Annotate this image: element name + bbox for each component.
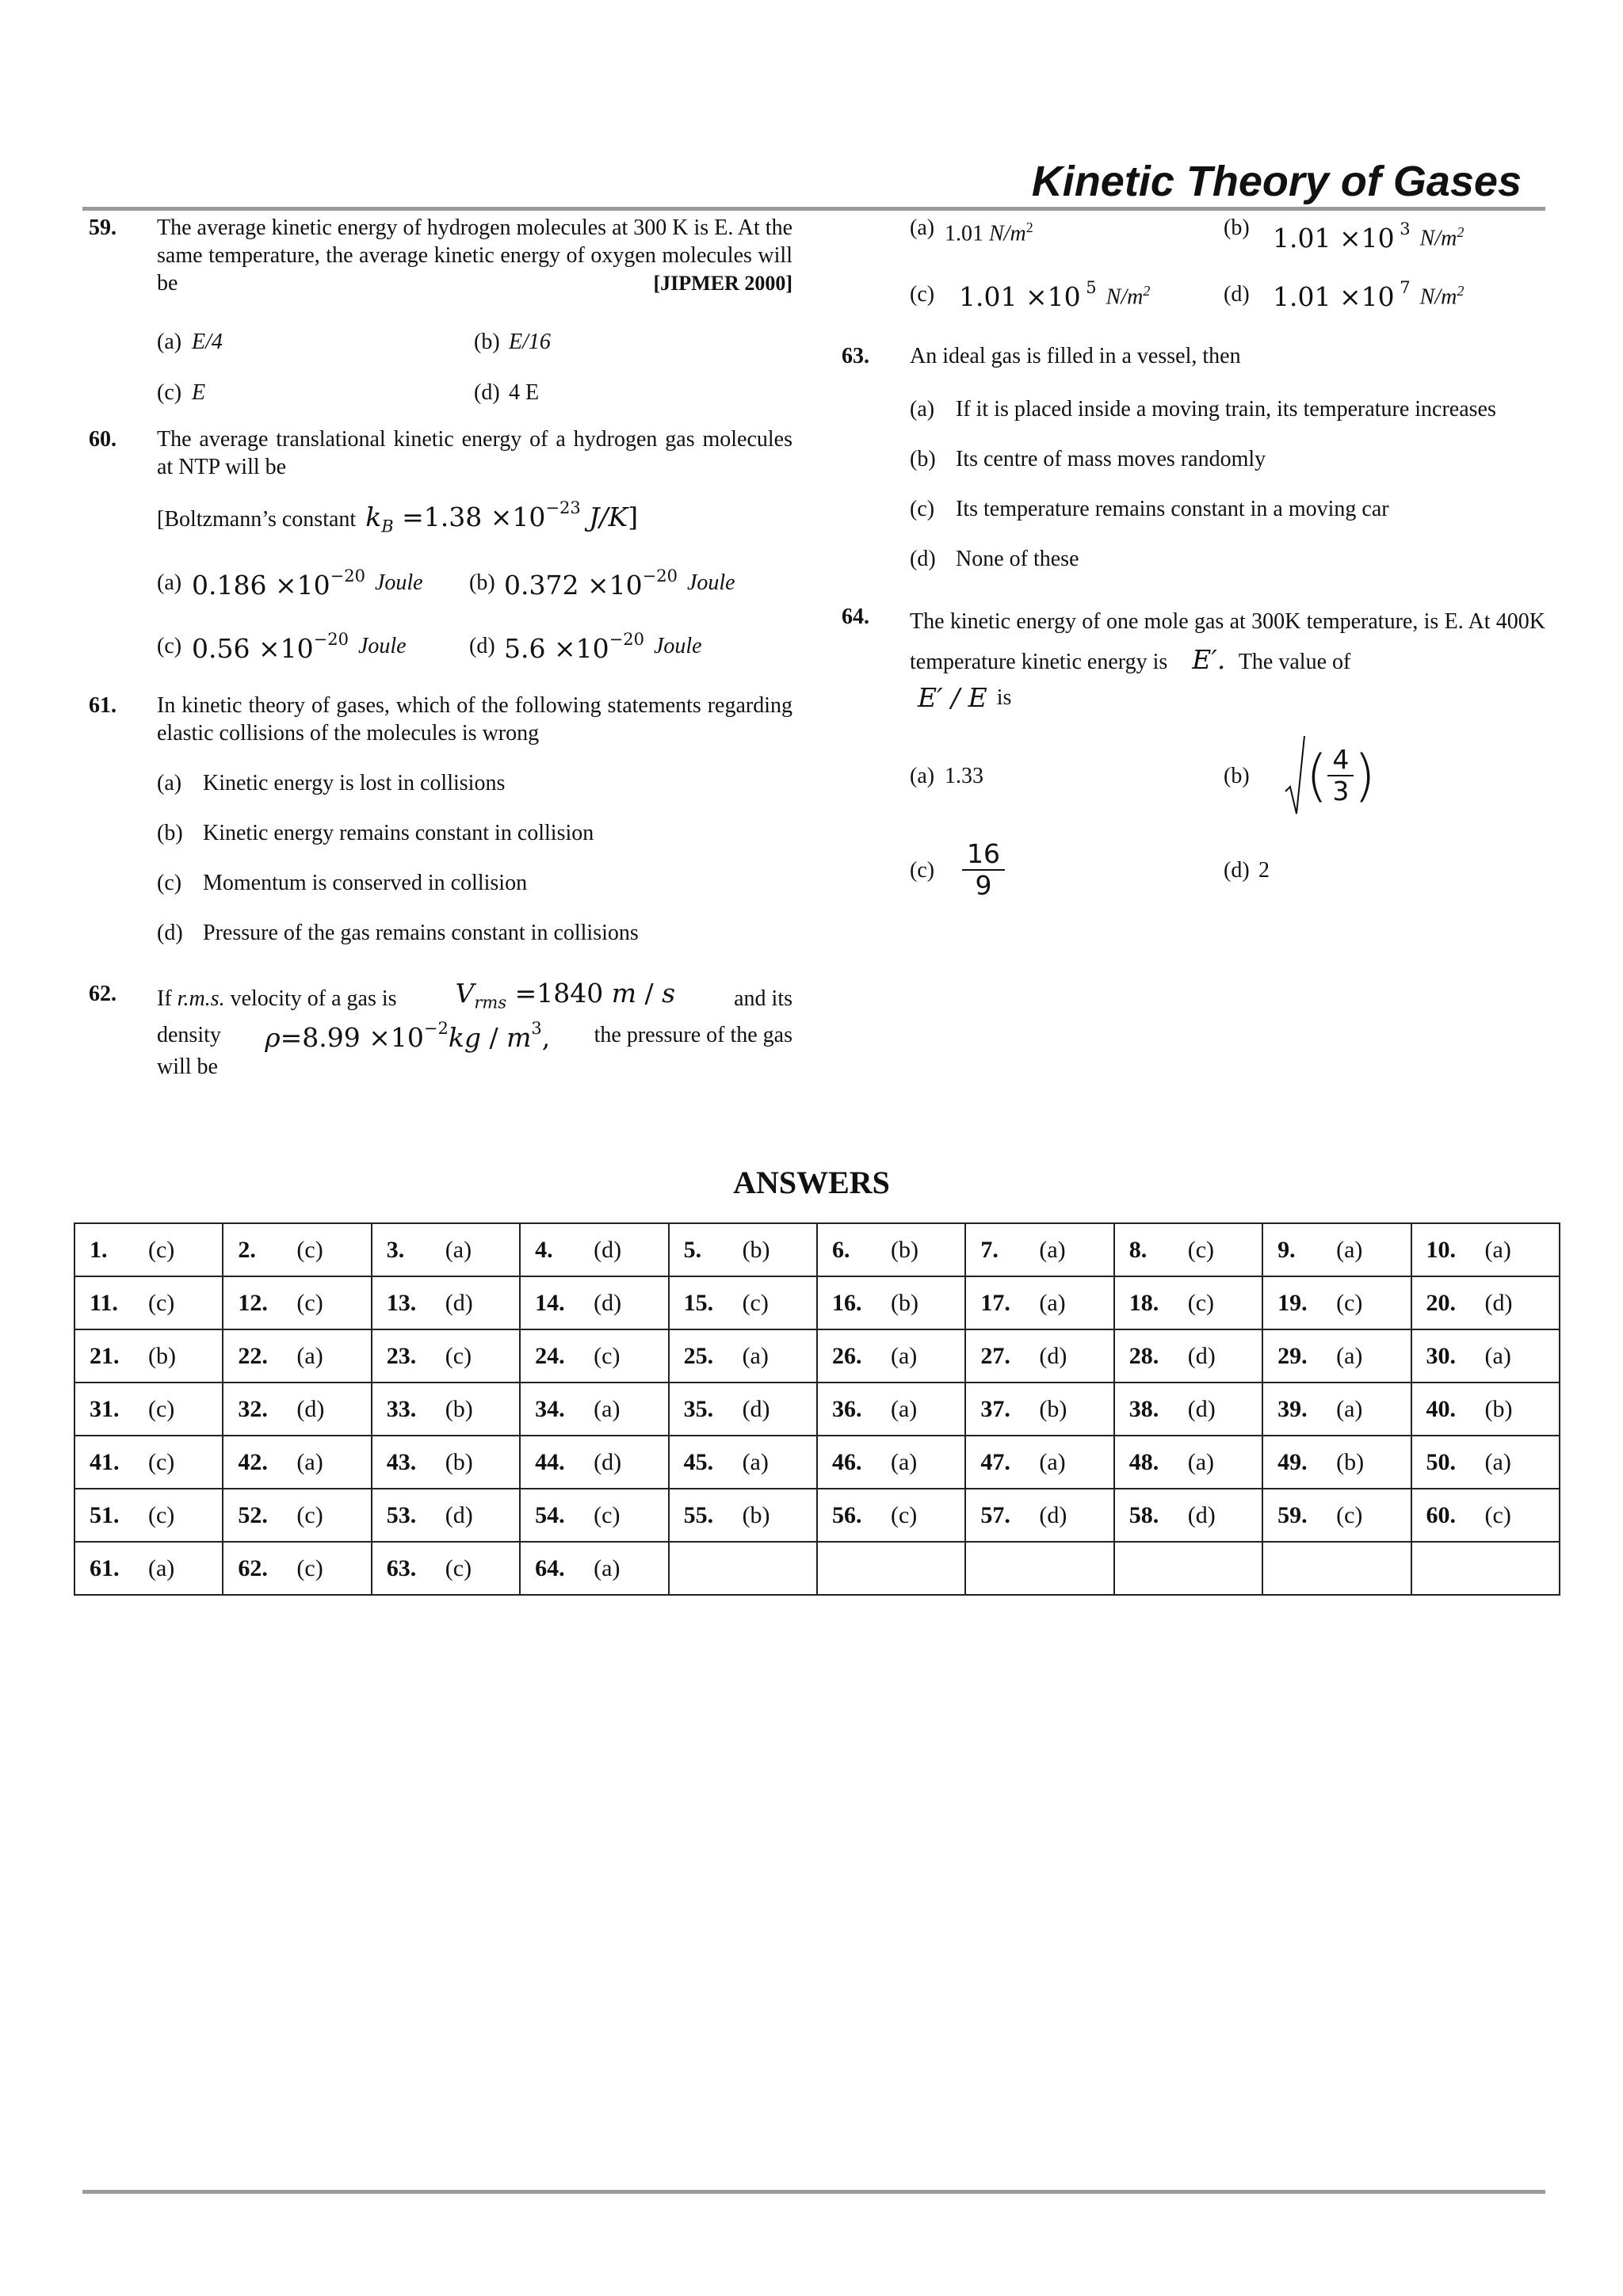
- answer-number: 1.: [90, 1236, 108, 1263]
- option-a[interactable]: (a) E/4: [157, 329, 223, 354]
- question-60: [89, 425, 792, 535]
- answer-choice: (c): [594, 1501, 621, 1528]
- answer-choice: (c): [445, 1342, 472, 1369]
- answer-cell: [965, 1489, 1113, 1542]
- answer-number: 21.: [90, 1342, 120, 1369]
- answer-number: 23.: [386, 1342, 417, 1369]
- answer-number: 6.: [831, 1236, 850, 1263]
- answer-number: 44.: [535, 1448, 565, 1475]
- answer-cell: [965, 1276, 1113, 1329]
- answers-row: [74, 1223, 1560, 1276]
- answer-cell: [372, 1436, 520, 1489]
- footer-rule: [82, 2190, 1545, 2194]
- answer-choice: (a): [1484, 1236, 1511, 1263]
- answer-choice: (c): [1187, 1289, 1215, 1316]
- question-62: [89, 980, 792, 1081]
- answer-cell: [1411, 1489, 1560, 1542]
- answer-cell: [74, 1276, 223, 1329]
- answer-cell: [1114, 1329, 1262, 1383]
- answer-number: 54.: [535, 1501, 565, 1528]
- answers-table: [74, 1222, 1560, 1596]
- fraction-16-9: $\frac{16}{9}$: [962, 839, 1005, 901]
- answer-cell: [520, 1383, 668, 1436]
- answer-cell: [74, 1436, 223, 1489]
- ratio-expression: E′ / E: [918, 681, 987, 713]
- option-b[interactable]: (b) Kinetic energy remains constant in collision: [157, 821, 594, 845]
- option-a[interactable]: (a) Kinetic energy is lost in collisions: [157, 771, 506, 795]
- answer-cell: [965, 1223, 1113, 1276]
- answer-cell: [1114, 1383, 1262, 1436]
- answer-cell: [1262, 1329, 1411, 1383]
- options-q61: [157, 769, 792, 969]
- answer-choice: (d): [296, 1395, 325, 1422]
- answer-choice: (d): [1039, 1501, 1067, 1528]
- answer-cell: [1114, 1489, 1262, 1542]
- options-q63: [910, 395, 1545, 595]
- answer-number: 16.: [831, 1289, 862, 1316]
- answer-cell: [520, 1329, 668, 1383]
- option-a[interactable]: (a) If it is placed inside a moving train, its temperature increases: [910, 397, 1496, 421]
- answer-number: 9.: [1277, 1236, 1296, 1263]
- answer-choice: (c): [296, 1501, 323, 1528]
- answer-number: 46.: [831, 1448, 862, 1475]
- answer-cell: [372, 1329, 520, 1383]
- answer-number: 45.: [683, 1448, 714, 1475]
- answer-cell: [223, 1542, 371, 1595]
- answer-cell: [1411, 1542, 1560, 1595]
- question-number: 60.: [89, 427, 116, 452]
- answer-number: 26.: [831, 1342, 862, 1369]
- ratio-line: E′ / E is: [918, 681, 1012, 713]
- answer-choice: (a): [445, 1236, 472, 1263]
- answer-choice: (a): [890, 1342, 918, 1369]
- answer-number: 19.: [1277, 1289, 1308, 1316]
- answer-number: 50.: [1426, 1448, 1457, 1475]
- answer-number: 39.: [1277, 1395, 1308, 1422]
- question-text: In kinetic theory of gases, which of the following statements regarding elastic collisions of the molecules is wrong: [157, 693, 792, 746]
- answer-cell: [1411, 1329, 1560, 1383]
- answer-cell: [1411, 1223, 1560, 1276]
- option-a[interactable]: (a) $0.186 \times 10^{-20}$ Joule: [157, 566, 423, 601]
- answer-choice: (d): [1039, 1342, 1067, 1369]
- page-title: Kinetic Theory of Gases: [1031, 158, 1522, 205]
- options-q64: [910, 729, 1545, 917]
- answer-number: 10.: [1426, 1236, 1457, 1263]
- answer-number: 43.: [386, 1448, 417, 1475]
- answer-choice: (b): [1484, 1395, 1513, 1422]
- answer-choice: (a): [594, 1554, 621, 1581]
- answer-cell: [520, 1436, 668, 1489]
- answer-cell: [74, 1223, 223, 1276]
- answer-cell: [520, 1489, 668, 1542]
- question-text-line-3: will be: [157, 1055, 218, 1079]
- answer-cell: [669, 1223, 817, 1276]
- answer-cell: [1262, 1383, 1411, 1436]
- answer-choice: (c): [296, 1554, 323, 1581]
- answer-cell: [1262, 1489, 1411, 1542]
- answers-row: [74, 1329, 1560, 1383]
- answer-choice: (a): [1336, 1342, 1363, 1369]
- constant-expression: $k_B =1.38 \times 10^{-23}$ J/K]: [365, 498, 639, 536]
- answer-number: 64.: [535, 1554, 565, 1581]
- answer-number: 62.: [238, 1554, 268, 1581]
- answer-choice: (b): [1336, 1448, 1365, 1475]
- question-text: An ideal gas is filled in a vessel, then: [910, 344, 1241, 368]
- answer-choice: (d): [742, 1395, 770, 1422]
- answer-choice: (a): [1187, 1448, 1215, 1475]
- answer-cell: [223, 1329, 371, 1383]
- answer-cell: [74, 1542, 223, 1595]
- answer-choice: (d): [1484, 1289, 1513, 1316]
- answer-cell: [223, 1489, 371, 1542]
- option-c[interactable]: (c) Momentum is conserved in collision: [157, 871, 528, 895]
- answer-cell: [520, 1542, 668, 1595]
- answer-choice: (c): [148, 1236, 175, 1263]
- answer-number: 60.: [1426, 1501, 1457, 1528]
- answers-row: [74, 1489, 1560, 1542]
- answer-cell: [965, 1542, 1113, 1595]
- answers-heading: ANSWERS: [733, 1165, 890, 1200]
- option-a[interactable]: (a) 1.33: [910, 763, 983, 788]
- answer-number: 28.: [1128, 1342, 1159, 1369]
- answer-choice: (a): [1039, 1448, 1066, 1475]
- answer-choice: (c): [296, 1236, 323, 1263]
- answer-number: 49.: [1277, 1448, 1308, 1475]
- answer-choice: (c): [148, 1395, 175, 1422]
- answer-number: 56.: [831, 1501, 862, 1528]
- option-d[interactable]: (d) 4 E: [474, 379, 540, 405]
- answer-number: 38.: [1128, 1395, 1159, 1422]
- answer-cell: [817, 1276, 965, 1329]
- answer-choice: (c): [1336, 1289, 1363, 1316]
- answer-choice: (b): [148, 1342, 176, 1369]
- answer-number: 29.: [1277, 1342, 1308, 1369]
- answer-cell: [1262, 1436, 1411, 1489]
- answer-choice: (b): [1039, 1395, 1067, 1422]
- answer-choice: (c): [594, 1342, 621, 1369]
- question-number: 62.: [89, 982, 116, 1006]
- answer-number: 42.: [238, 1448, 268, 1475]
- answer-number: 2.: [238, 1236, 256, 1263]
- answer-cell: [74, 1489, 223, 1542]
- answer-number: 13.: [386, 1289, 417, 1316]
- right-column: [842, 214, 1545, 917]
- answer-choice: (c): [890, 1501, 918, 1528]
- answer-choice: (b): [742, 1501, 770, 1528]
- answer-number: 33.: [386, 1395, 417, 1422]
- option-d[interactable]: (d) 2: [1224, 857, 1270, 883]
- density-expression: $\rho=8.99 \times 10^{-2}kg / m^3$,: [265, 1019, 551, 1053]
- answer-cell: [1262, 1276, 1411, 1329]
- answer-number: 57.: [980, 1501, 1010, 1528]
- answer-number: 14.: [535, 1289, 565, 1316]
- question-63: [842, 342, 1545, 370]
- question-text-line-1: If r.m.s. velocity of a gas is $V_{rms} =1840$ m / s and its: [157, 980, 792, 1016]
- answer-cell: [817, 1223, 965, 1276]
- answer-cell: [1411, 1383, 1560, 1436]
- answer-number: 59.: [1277, 1501, 1308, 1528]
- option-c[interactable]: (c) 1.01 ×10 $^5$ $N/m^2$: [910, 278, 1151, 312]
- answers-row: [74, 1542, 1560, 1595]
- answers-row: [74, 1276, 1560, 1329]
- answer-number: 51.: [90, 1501, 120, 1528]
- answer-number: 12.: [238, 1289, 268, 1316]
- answer-cell: [1411, 1436, 1560, 1489]
- option-a[interactable]: (a) 1.01 $N/m^2$: [910, 215, 1033, 246]
- options-q60: [157, 551, 792, 677]
- answer-cell: [372, 1383, 520, 1436]
- answer-choice: (a): [1039, 1289, 1066, 1316]
- exam-source: [JIPMER 2000]: [653, 272, 792, 295]
- answer-cell: [223, 1276, 371, 1329]
- answer-number: 47.: [980, 1448, 1010, 1475]
- answer-choice: (a): [1039, 1236, 1066, 1263]
- options-q62: [910, 214, 1545, 325]
- answer-choice: (c): [148, 1501, 175, 1528]
- answer-cell: [372, 1542, 520, 1595]
- answer-choice: (c): [148, 1448, 175, 1475]
- answer-choice: (d): [594, 1289, 622, 1316]
- question-59: [89, 214, 792, 297]
- answer-choice: (b): [890, 1236, 918, 1263]
- answer-choice: (d): [445, 1501, 473, 1528]
- answer-number: 24.: [535, 1342, 565, 1369]
- answer-number: 34.: [535, 1395, 565, 1422]
- answer-cell: [817, 1542, 965, 1595]
- left-column: [89, 214, 792, 1081]
- answer-number: 3.: [386, 1236, 405, 1263]
- answer-cell: [1262, 1542, 1411, 1595]
- e-prime-symbol: E′.: [1192, 644, 1226, 675]
- option-c[interactable]: (c) E: [157, 379, 206, 405]
- answer-choice: (a): [890, 1395, 918, 1422]
- answer-choice: (b): [742, 1236, 770, 1263]
- question-text: The average translational kinetic energy of a hydrogen gas molecules at NTP will be: [157, 427, 792, 479]
- option-b[interactable]: (b) Its centre of mass moves randomly: [910, 447, 1266, 471]
- answer-choice: (d): [594, 1236, 622, 1263]
- answer-cell: [1114, 1542, 1262, 1595]
- answer-number: 48.: [1128, 1448, 1159, 1475]
- answer-number: 61.: [90, 1554, 120, 1581]
- answer-cell: [965, 1383, 1113, 1436]
- answer-choice: (d): [1187, 1395, 1216, 1422]
- answer-choice: (a): [890, 1448, 918, 1475]
- answer-number: 8.: [1128, 1236, 1148, 1263]
- answer-cell: [1114, 1436, 1262, 1489]
- answer-choice: (a): [296, 1448, 323, 1475]
- answer-number: 30.: [1426, 1342, 1457, 1369]
- answer-choice: (c): [1484, 1501, 1511, 1528]
- answer-choice: (a): [742, 1448, 769, 1475]
- answer-number: 36.: [831, 1395, 862, 1422]
- answer-choice: (a): [1484, 1342, 1511, 1369]
- option-d[interactable]: (d) 1.01 ×10 $^7$ $N/m^2$: [1224, 278, 1465, 312]
- answer-number: 5.: [683, 1236, 702, 1263]
- question-number: 64.: [842, 605, 869, 629]
- answer-cell: [1411, 1276, 1560, 1329]
- answer-number: 31.: [90, 1395, 120, 1422]
- option-c[interactable]: (c) Its temperature remains constant in a moving car: [910, 497, 1389, 521]
- answer-cell: [74, 1383, 223, 1436]
- answer-choice: (c): [742, 1289, 769, 1316]
- answer-cell: [1114, 1276, 1262, 1329]
- answer-number: 20.: [1426, 1289, 1457, 1316]
- answer-number: 32.: [238, 1395, 268, 1422]
- answer-choice: (a): [1336, 1395, 1363, 1422]
- answer-cell: [223, 1436, 371, 1489]
- answers-row: [74, 1436, 1560, 1489]
- answer-choice: (d): [445, 1289, 473, 1316]
- answer-choice: (b): [445, 1395, 473, 1422]
- answer-number: 37.: [980, 1395, 1010, 1422]
- answer-cell: [1114, 1223, 1262, 1276]
- answer-cell: [520, 1276, 668, 1329]
- option-c[interactable]: (c) $0.56 \times 10^{-20}$ Joule: [157, 630, 407, 664]
- answer-choice: (d): [1187, 1501, 1216, 1528]
- answer-number: 41.: [90, 1448, 120, 1475]
- answer-number: 25.: [683, 1342, 714, 1369]
- answer-choice: (a): [594, 1395, 621, 1422]
- answer-cell: [223, 1383, 371, 1436]
- option-d[interactable]: (d) $5.6 \times 10^{-20}$ Joule: [469, 630, 702, 664]
- answer-cell: [817, 1383, 965, 1436]
- option-b[interactable]: (b) 1.01 ×10 $^3$ $N/m^2$: [1224, 215, 1465, 254]
- answer-cell: [669, 1276, 817, 1329]
- answer-cell: [520, 1223, 668, 1276]
- answer-number: 22.: [238, 1342, 268, 1369]
- answer-choice: (d): [1187, 1342, 1216, 1369]
- question-61: [89, 692, 792, 747]
- header-rule: [82, 207, 1545, 211]
- answer-number: 52.: [238, 1501, 268, 1528]
- answer-choice: (a): [1484, 1448, 1511, 1475]
- answer-choice: (c): [148, 1289, 175, 1316]
- option-d[interactable]: (d) Pressure of the gas remains constant in collisions: [157, 921, 639, 945]
- answer-number: 58.: [1128, 1501, 1159, 1528]
- answer-cell: [669, 1489, 817, 1542]
- answer-choice: (b): [445, 1448, 473, 1475]
- answer-choice: (d): [594, 1448, 622, 1475]
- answer-number: 4.: [535, 1236, 553, 1263]
- option-d[interactable]: (d) None of these: [910, 547, 1079, 571]
- answer-cell: [223, 1223, 371, 1276]
- answer-cell: [965, 1436, 1113, 1489]
- question-number: 59.: [89, 215, 116, 240]
- answer-cell: [817, 1489, 965, 1542]
- answer-cell: [372, 1276, 520, 1329]
- option-b[interactable]: (b) E/16: [474, 329, 551, 354]
- answer-cell: [372, 1223, 520, 1276]
- question-number: 63.: [842, 344, 869, 368]
- boltzmann-constant: [Boltzmann’s constant $k_B =1.38 \times 10^{-23}$ J/K]: [157, 503, 792, 535]
- answer-cell: [669, 1329, 817, 1383]
- answer-choice: (a): [1336, 1236, 1363, 1263]
- answer-number: 53.: [386, 1501, 417, 1528]
- answer-cell: [965, 1329, 1113, 1383]
- answer-choice: (c): [1336, 1501, 1363, 1528]
- option-b[interactable]: (b) $0.372 \times 10^{-20}$ Joule: [469, 566, 735, 601]
- option-c[interactable]: (c) $\frac{16}{9}$: [910, 822, 1224, 917]
- answer-number: 55.: [683, 1501, 714, 1528]
- option-b[interactable]: (b) ( $\frac{4}{3}$ ): [1224, 729, 1613, 822]
- answer-number: 17.: [980, 1289, 1010, 1316]
- answer-number: 35.: [683, 1395, 714, 1422]
- answer-number: 63.: [386, 1554, 417, 1581]
- radical-sign-icon: [1284, 734, 1306, 817]
- answer-cell: [669, 1383, 817, 1436]
- question-number: 61.: [89, 693, 116, 718]
- answer-number: 11.: [90, 1289, 118, 1316]
- question-64: [842, 603, 1545, 713]
- question-text-line-2: density $\rho=8.99 \times 10^{-2}kg / m^3$, the pressure of the gas: [157, 1019, 792, 1053]
- answer-cell: [1262, 1223, 1411, 1276]
- answer-number: 15.: [683, 1289, 714, 1316]
- answer-choice: (a): [148, 1554, 175, 1581]
- answer-cell: [817, 1329, 965, 1383]
- answer-cell: [669, 1436, 817, 1489]
- answers-row: [74, 1383, 1560, 1436]
- answer-cell: [372, 1489, 520, 1542]
- question-text: The kinetic energy of one mole gas at 300K temperature, is E. At 400K temperature kinetic energy is E′. The value of: [910, 609, 1545, 675]
- answer-number: 18.: [1128, 1289, 1159, 1316]
- answer-number: 27.: [980, 1342, 1010, 1369]
- sqrt-four-thirds: ( $\frac{4}{3}$ ): [1284, 734, 1376, 817]
- answer-choice: (c): [1187, 1236, 1215, 1263]
- vrms-expression: $V_{rms} =1840$ m / s: [455, 978, 676, 1013]
- answer-choice: (b): [890, 1289, 918, 1316]
- answer-choice: (c): [296, 1289, 323, 1316]
- answer-cell: [74, 1329, 223, 1383]
- answer-choice: (a): [296, 1342, 323, 1369]
- options-q59: [157, 316, 792, 418]
- question-text: [157, 214, 792, 297]
- answer-number: 7.: [980, 1236, 999, 1263]
- answer-choice: (a): [742, 1342, 769, 1369]
- question-stem: The average kinetic energy of hydrogen molecules at 300 K is E. At the same temperature, the average kinetic energy of oxygen molecules will be: [157, 215, 792, 296]
- answer-cell: [817, 1436, 965, 1489]
- answer-number: 40.: [1426, 1395, 1457, 1422]
- answer-choice: (c): [445, 1554, 472, 1581]
- answer-cell: [669, 1542, 817, 1595]
